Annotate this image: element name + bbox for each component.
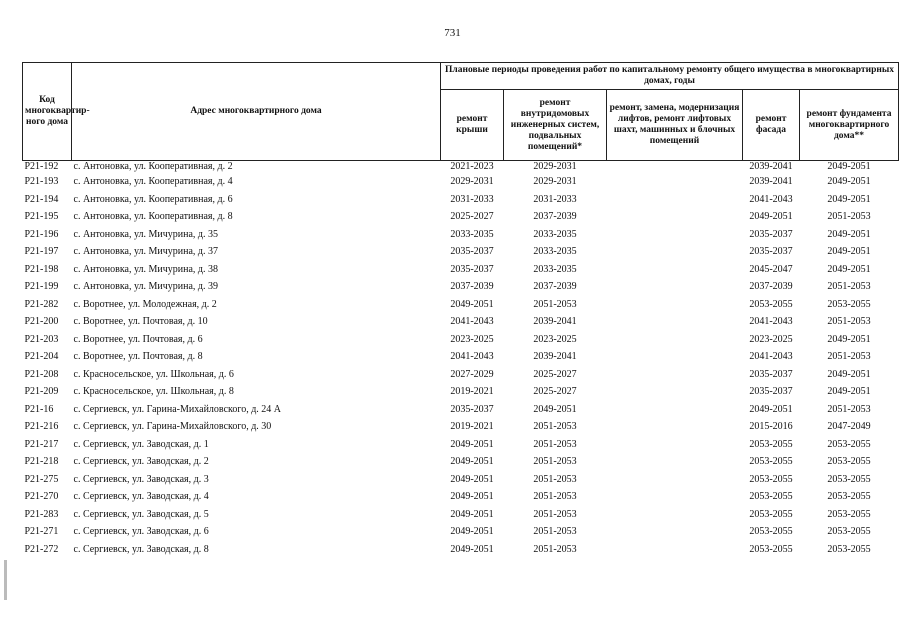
cell-roof: 2027-2029 [450, 368, 494, 380]
cell-facade: 2049-2051 [749, 403, 793, 415]
cell-systems: 2051-2053 [533, 456, 577, 467]
cell-address: с. Красносельское, ул. Школьная, д. 6 [73, 368, 234, 380]
cell-roof: 2041-2043 [450, 351, 494, 362]
cell-roof: 2049-2051 [450, 526, 494, 537]
cell-foundation: 2053-2055 [827, 543, 871, 555]
cell-systems: 2033-2035 [533, 263, 577, 275]
table-row [23, 418, 899, 436]
cell-systems: 2051-2053 [533, 526, 577, 537]
cell-systems: 2029-2031 [533, 176, 577, 187]
cell-facade: 2023-2025 [749, 333, 793, 345]
cell-systems: 2033-2035 [533, 246, 577, 257]
cell-address: с. Антоновка, ул. Мичурина, д. 38 [73, 263, 219, 275]
cell-facade: 2053-2055 [749, 543, 793, 555]
cell-facade: 2039-2041 [749, 176, 793, 187]
cell-foundation: 2051-2053 [827, 281, 871, 292]
cell-address: с. Сергиевск, ул. Заводская, д. 6 [73, 526, 209, 537]
cell-roof: 2037-2039 [450, 281, 494, 292]
cell-systems: 2051-2053 [533, 421, 577, 432]
cell-systems: 2051-2053 [533, 438, 577, 450]
cell-address: с. Антоновка, ул. Кооперативная, д. 2 [73, 161, 233, 172]
table-row [23, 383, 899, 401]
cell-facade: 2053-2055 [749, 491, 793, 502]
table-row [23, 313, 899, 331]
table-row [23, 488, 899, 506]
table-row [23, 523, 899, 541]
cell-foundation: 2053-2055 [827, 508, 871, 520]
cell-foundation: 2049-2051 [827, 161, 871, 172]
cell-foundation: 2049-2051 [827, 228, 871, 240]
cell-foundation: 2049-2051 [827, 246, 871, 257]
cell-facade: 2053-2055 [749, 456, 793, 467]
cell-foundation: 2053-2055 [827, 491, 871, 502]
cell-roof: 2035-2037 [450, 403, 494, 415]
table-row [23, 161, 899, 174]
scan-margin-mark [4, 560, 7, 600]
header-foundation: ремонт фундамента многоквартирного дома** [800, 90, 899, 161]
cell-lifts [607, 488, 743, 506]
cell-foundation: 2049-2051 [827, 263, 871, 275]
cell-address: с. Сергиевск, ул. Заводская, д. 3 [73, 473, 209, 485]
cell-foundation: 2049-2051 [827, 176, 871, 187]
cell-address: с. Воротнее, ул. Почтовая, д. 10 [73, 316, 208, 327]
cell-facade: 2045-2047 [749, 263, 793, 275]
cell-code: Р21-194 [24, 193, 59, 205]
header-periods-group: Плановые периоды проведения работ по капитальному ремонту общего имущества в многоквартирных домах, годы [441, 63, 899, 90]
cell-code: Р21-272 [24, 543, 59, 555]
cell-address: с. Сергиевск, ул. Заводская, д. 4 [73, 491, 209, 502]
cell-address: с. Антоновка, ул. Мичурина, д. 39 [73, 281, 219, 292]
cell-systems: 2025-2027 [533, 386, 577, 397]
cell-address: с. Антоновка, ул. Кооперативная, д. 6 [73, 193, 233, 205]
cell-systems: 2051-2053 [533, 473, 577, 485]
cell-systems: 2049-2051 [533, 403, 577, 415]
cell-facade: 2035-2037 [749, 368, 793, 380]
cell-roof: 2049-2051 [450, 491, 494, 502]
cell-foundation: 2051-2053 [827, 316, 871, 327]
table-row [23, 278, 899, 296]
cell-facade: 2053-2055 [749, 438, 793, 450]
cell-lifts [607, 453, 743, 471]
header-lifts: ремонт, замена, модернизация лифтов, ремонт лифтовых шахт, машинных и блочных помещений [607, 90, 743, 161]
cell-facade: 2041-2043 [749, 316, 793, 327]
header-facade: ремонт фасада [743, 90, 800, 161]
cell-facade: 2049-2051 [749, 211, 793, 222]
table-row [23, 226, 899, 244]
cell-roof: 2033-2035 [450, 228, 494, 240]
header-code: Код многоквартир-ного дома [23, 63, 72, 161]
cell-systems: 2031-2033 [533, 193, 577, 205]
cell-facade: 2053-2055 [749, 473, 793, 485]
cell-code: Р21-208 [24, 368, 59, 380]
cell-code: Р21-196 [24, 228, 59, 240]
cell-lifts [607, 471, 743, 489]
cell-lifts [607, 523, 743, 541]
table-row [23, 208, 899, 226]
cell-systems: 2033-2035 [533, 228, 577, 240]
cell-lifts [607, 313, 743, 331]
cell-lifts [607, 436, 743, 454]
cell-facade: 2053-2055 [749, 298, 793, 310]
cell-roof: 2049-2051 [450, 298, 494, 310]
cell-systems: 2029-2031 [533, 161, 577, 172]
cell-code: Р21-199 [24, 281, 59, 292]
cell-roof: 2041-2043 [450, 316, 494, 327]
cell-code: Р21-282 [24, 298, 59, 310]
cell-address: с. Антоновка, ул. Мичурина, д. 35 [73, 228, 219, 240]
cell-lifts [607, 331, 743, 349]
cell-code: Р21-203 [24, 333, 59, 345]
cell-lifts [607, 541, 743, 559]
cell-code: Р21-193 [24, 176, 59, 187]
table-row [23, 436, 899, 454]
cell-foundation: 2047-2049 [827, 421, 871, 432]
cell-foundation: 2053-2055 [827, 456, 871, 467]
table-row [23, 453, 899, 471]
table-row [23, 243, 899, 261]
cell-address: с. Сергиевск, ул. Заводская, д. 5 [73, 508, 209, 520]
cell-foundation: 2051-2053 [827, 211, 871, 222]
cell-address: с. Антоновка, ул. Мичурина, д. 37 [73, 246, 219, 257]
cell-roof: 2029-2031 [450, 176, 494, 187]
cell-lifts [607, 401, 743, 419]
cell-facade: 2015-2016 [749, 421, 793, 432]
cell-lifts [607, 383, 743, 401]
cell-roof: 2049-2051 [450, 438, 494, 450]
cell-address: с. Антоновка, ул. Кооперативная, д. 8 [73, 211, 233, 222]
cell-roof: 2021-2023 [450, 161, 494, 172]
header-roof: ремонт крыши [441, 90, 504, 161]
cell-code: Р21-270 [24, 491, 59, 502]
cell-roof: 2019-2021 [450, 386, 494, 397]
cell-lifts [607, 418, 743, 436]
cell-roof: 2035-2037 [450, 246, 494, 257]
cell-code: Р21-192 [24, 161, 59, 172]
cell-code: Р21-216 [24, 421, 59, 432]
table-row [23, 366, 899, 384]
cell-facade: 2035-2037 [749, 246, 793, 257]
cell-facade: 2035-2037 [749, 228, 793, 240]
cell-foundation: 2053-2055 [827, 526, 871, 537]
cell-code: Р21-218 [24, 456, 59, 467]
cell-systems: 2051-2053 [533, 543, 577, 555]
cell-foundation: 2051-2053 [827, 351, 871, 362]
cell-code: Р21-209 [24, 386, 59, 397]
cell-address: с. Сергиевск, ул. Гарина-Михайловского, д. 30 [73, 421, 272, 432]
cell-code: Р21-271 [24, 526, 59, 537]
cell-address: с. Воротнее, ул. Молодежная, д. 2 [73, 298, 217, 310]
cell-address: с. Сергиевск, ул. Гарина-Михайловского, д. 24 А [73, 403, 282, 415]
cell-systems: 2051-2053 [533, 298, 577, 310]
cell-code: Р21-195 [24, 211, 59, 222]
cell-foundation: 2053-2055 [827, 298, 871, 310]
cell-lifts [607, 348, 743, 366]
cell-address: с. Воротнее, ул. Почтовая, д. 6 [73, 333, 203, 345]
cell-lifts [607, 243, 743, 261]
table-row [23, 471, 899, 489]
cell-lifts [607, 208, 743, 226]
cell-code: Р21-204 [24, 351, 59, 362]
cell-lifts [607, 366, 743, 384]
cell-systems: 2039-2041 [533, 316, 577, 327]
cell-foundation: 2053-2055 [827, 473, 871, 485]
cell-code: Р21-283 [24, 508, 59, 520]
cell-foundation: 2049-2051 [827, 368, 871, 380]
cell-address: с. Воротнее, ул. Почтовая, д. 8 [73, 351, 203, 362]
cell-facade: 2037-2039 [749, 281, 793, 292]
cell-foundation: 2053-2055 [827, 438, 871, 450]
cell-foundation: 2049-2051 [827, 333, 871, 345]
cell-roof: 2023-2025 [450, 333, 494, 345]
cell-systems: 2051-2053 [533, 491, 577, 502]
table-row [23, 348, 899, 366]
cell-lifts [607, 261, 743, 279]
cell-lifts [607, 226, 743, 244]
table-row [23, 401, 899, 419]
cell-address: с. Сергиевск, ул. Заводская, д. 2 [73, 456, 209, 467]
cell-facade: 2041-2043 [749, 351, 793, 362]
cell-systems: 2037-2039 [533, 211, 577, 222]
cell-lifts [607, 506, 743, 524]
cell-systems: 2023-2025 [533, 333, 577, 345]
table-row [23, 173, 899, 191]
repair-schedule-table [22, 62, 899, 558]
table-body [23, 161, 899, 559]
table-row [23, 261, 899, 279]
table-row [23, 331, 899, 349]
cell-address: с. Сергиевск, ул. Заводская, д. 8 [73, 543, 209, 555]
cell-roof: 2031-2033 [450, 193, 494, 205]
header-systems: ремонт внутридомовых инженерных систем, подвальных помещений* [504, 90, 607, 161]
page-number: 731 [444, 27, 461, 39]
cell-roof: 2049-2051 [450, 456, 494, 467]
header-address: Адрес многоквартирного дома [72, 63, 441, 161]
cell-systems: 2025-2027 [533, 368, 577, 380]
cell-facade: 2053-2055 [749, 508, 793, 520]
cell-lifts [607, 191, 743, 209]
table-row [23, 296, 899, 314]
cell-code: Р21-200 [24, 316, 59, 327]
cell-roof: 2035-2037 [450, 263, 494, 275]
cell-foundation: 2051-2053 [827, 403, 871, 415]
cell-address: с. Антоновка, ул. Кооперативная, д. 4 [73, 176, 233, 187]
table-row [23, 191, 899, 209]
cell-lifts [607, 296, 743, 314]
cell-address: с. Сергиевск, ул. Заводская, д. 1 [73, 438, 209, 450]
cell-systems: 2051-2053 [533, 508, 577, 520]
cell-facade: 2035-2037 [749, 386, 793, 397]
cell-foundation: 2049-2051 [827, 386, 871, 397]
cell-roof: 2049-2051 [450, 473, 494, 485]
cell-facade: 2041-2043 [749, 193, 793, 205]
table-header [23, 63, 899, 161]
cell-address: с. Красносельское, ул. Школьная, д. 8 [73, 386, 234, 397]
cell-code: Р21-275 [24, 473, 59, 485]
cell-roof: 2019-2021 [450, 421, 494, 432]
cell-facade: 2039-2041 [749, 161, 793, 172]
cell-code: Р21-197 [24, 246, 59, 257]
cell-roof: 2049-2051 [450, 543, 494, 555]
cell-systems: 2039-2041 [533, 351, 577, 362]
cell-lifts [607, 173, 743, 191]
table-row [23, 506, 899, 524]
cell-lifts [607, 278, 743, 296]
cell-foundation: 2049-2051 [827, 193, 871, 205]
table-row [23, 541, 899, 559]
cell-code: Р21-217 [24, 438, 59, 450]
cell-systems: 2037-2039 [533, 281, 577, 292]
cell-roof: 2049-2051 [450, 508, 494, 520]
cell-code: Р21-16 [24, 403, 54, 415]
cell-lifts [607, 161, 743, 174]
cell-roof: 2025-2027 [450, 211, 494, 222]
cell-facade: 2053-2055 [749, 526, 793, 537]
cell-code: Р21-198 [24, 263, 59, 275]
